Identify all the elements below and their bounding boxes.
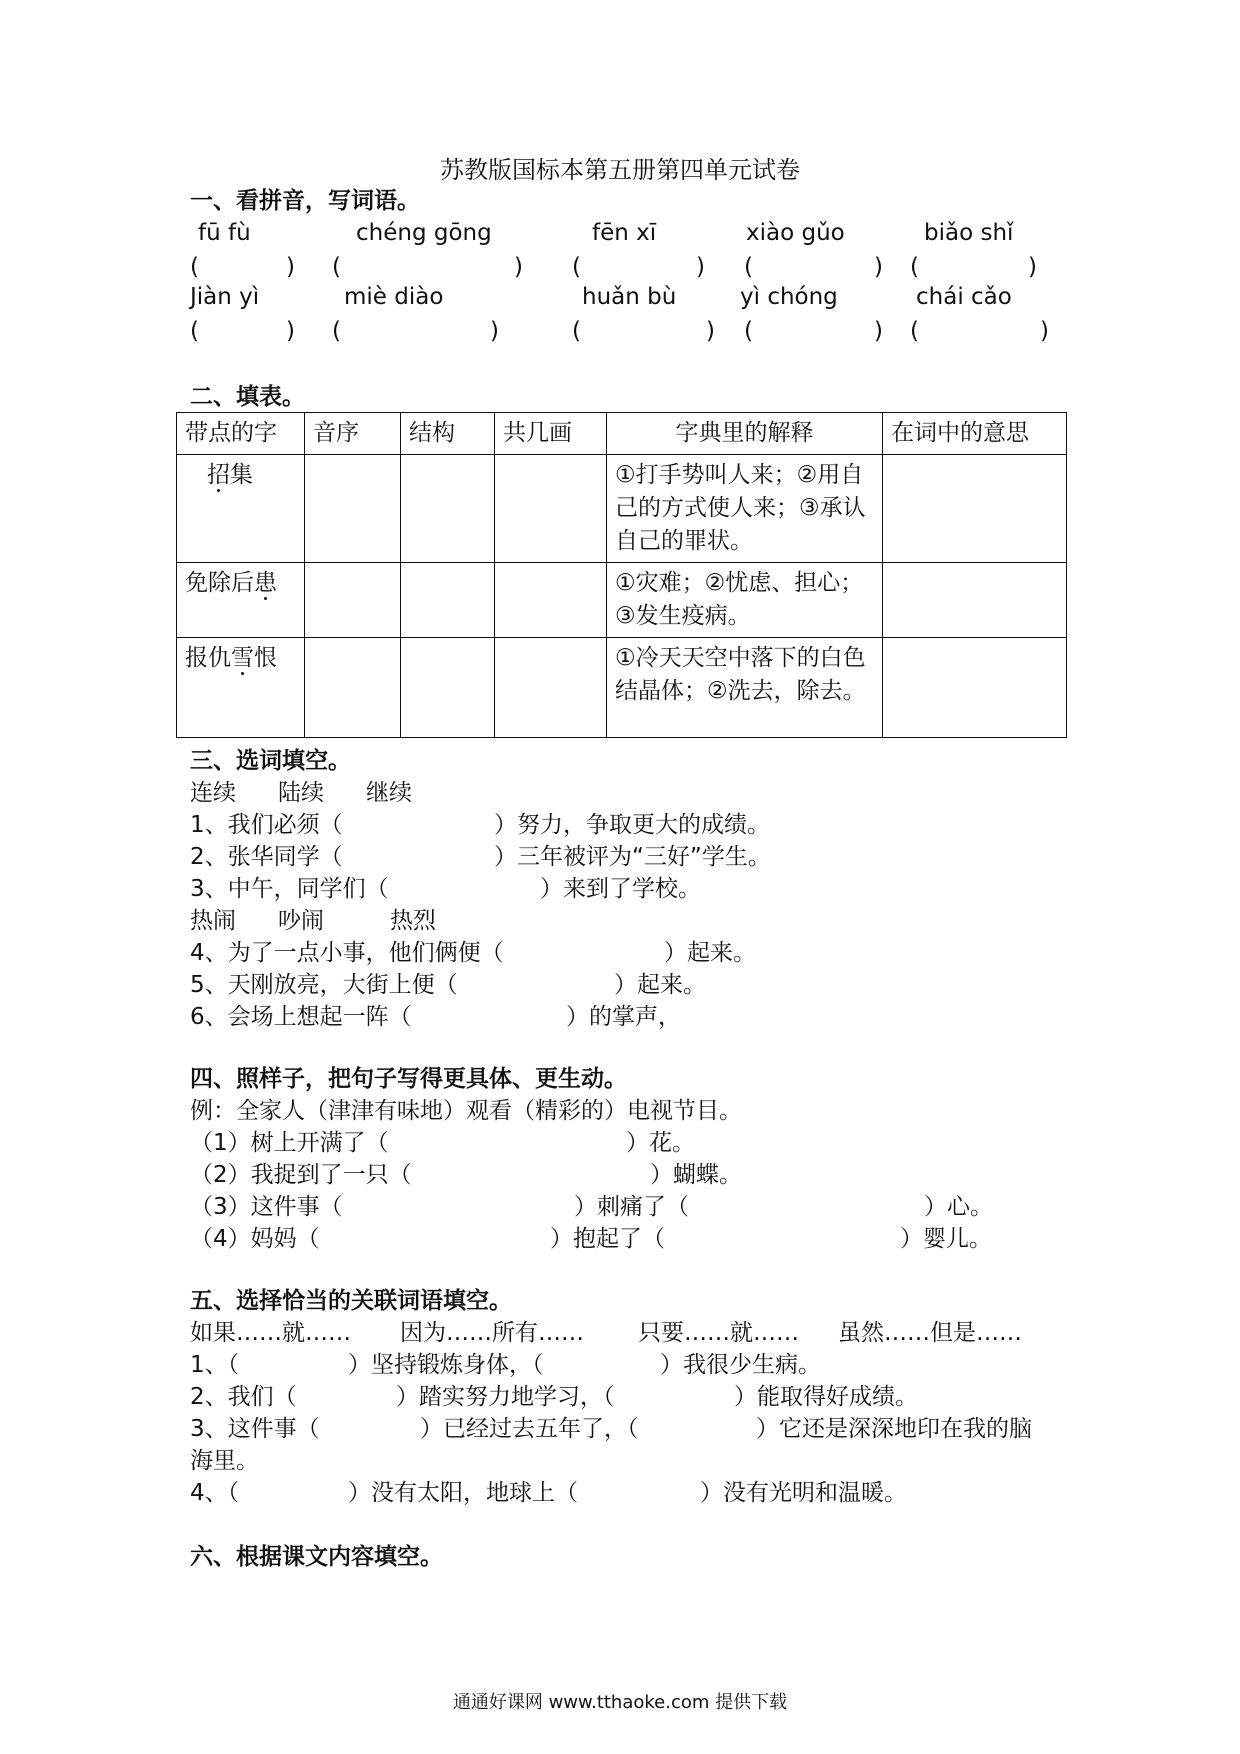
sentence-part: 5、天刚放亮，大街上便（ [190,972,458,998]
sentence-part: ）踏实努力地学习，（ [396,1384,615,1410]
sentence-part: 4、为了一点小事，他们俩便（ [190,940,504,966]
answer-paren-close: ) [874,318,883,344]
pinyin-5: biǎo shǐ [924,220,1014,246]
sentence-part: ）没有光明和温暖。 [700,1480,907,1506]
conjunction-choice: 虽然……但是…… [838,1320,1022,1346]
section-6-heading: 六、根据课文内容填空。 [190,1544,443,1570]
answer-cell[interactable] [305,455,401,563]
word-choice: 热烈 [390,908,436,934]
example-sentence: 例：全家人（津津有味地）观看（精彩的）电视节目。 [190,1098,742,1124]
table-header: 字典里的解释 [607,413,883,455]
pinyin-1: fū fù [198,220,251,246]
table-header: 结构 [401,413,495,455]
sentence-part: （4）妈妈（ [190,1226,320,1252]
table-row [177,563,1067,638]
sentence-part: ）它还是深深地印在我的脑 [756,1416,1032,1442]
dotted-word-cell: 免除后患 [177,563,305,638]
sentence-part: ）没有太阳，地球上（ [348,1480,578,1506]
sentence-part: （1）树上开满了（ [190,1130,389,1156]
answer-paren-open: ( [744,254,753,280]
answer-cell[interactable] [883,638,1067,738]
sentence-part: 2、张华同学（ [190,844,343,870]
answer-cell[interactable] [495,638,607,738]
answer-cell[interactable] [305,638,401,738]
sentence-part: ）的掌声， [566,1004,681,1030]
answer-paren-close: ) [1028,254,1037,280]
conjunction-choice: 只要……就…… [638,1320,799,1346]
sentence-part: ）心。 [924,1194,993,1220]
table-row [177,638,1067,738]
sentence-part: ）三年被评为“三好”学生。 [494,844,771,870]
section-3-heading: 三、选词填空。 [190,748,351,774]
conjunction-choice: 如果……就…… [190,1320,351,1346]
sentence-part: 4、（ [190,1480,240,1506]
pinyin-6: Jiàn yì [190,284,260,310]
section-4-heading: 四、照样子，把句子写得更具体、更生动。 [190,1066,627,1092]
pinyin-9: yì chóng [740,284,838,310]
pinyin-8: huǎn bù [582,284,677,310]
word-choice: 陆续 [278,780,324,806]
table-header-row [177,413,1067,455]
dotted-character: 患 [254,570,277,596]
answer-cell[interactable] [495,455,607,563]
table-header: 共几画 [495,413,607,455]
table-header: 在词中的意思 [883,413,1067,455]
pinyin-4: xiào gǔo [746,220,845,246]
sentence-part: 1、我们必须（ [190,812,343,838]
pinyin-2: chéng gōng [356,220,492,246]
answer-paren-close: ) [514,254,523,280]
answer-paren-open: ( [190,318,199,344]
sentence-part: ）来到了学校。 [540,876,701,902]
answer-cell[interactable] [883,455,1067,563]
sentence-part: ）已经过去五年了，（ [420,1416,639,1442]
dotted-word-cell: 招集 [177,455,305,563]
sentence-part: ）坚持锻炼身体，（ [348,1352,544,1378]
conjunction-choice: 因为……所有…… [400,1320,584,1346]
pinyin-7: miè diào [344,284,444,310]
table-header: 带点的字 [177,413,305,455]
table-row [177,455,1067,563]
answer-paren-open: ( [572,318,581,344]
dotted-character: 雪 [231,645,254,671]
pinyin-10: chái cǎo [916,284,1012,310]
answer-paren-close: ) [286,254,295,280]
answer-paren-close: ) [696,254,705,280]
answer-cell[interactable] [495,563,607,638]
answer-cell[interactable] [883,563,1067,638]
answer-paren-open: ( [910,254,919,280]
word-choice: 继续 [366,780,412,806]
sentence-part: ）我很少生病。 [660,1352,821,1378]
sentence-part: ）婴儿。 [900,1226,992,1252]
answer-paren-open: ( [190,254,199,280]
sentence-part: 6、会场上想起一阵（ [190,1004,412,1030]
sentence-part: ）起来。 [664,940,756,966]
answer-paren-close: ) [286,318,295,344]
answer-paren-close: ) [1040,318,1049,344]
footer-source: 通通好课网 www.tthaoke.com 提供下载 [452,1692,788,1713]
answer-paren-open: ( [332,254,341,280]
sentence-part: ）努力，争取更大的成绩。 [494,812,770,838]
dotted-word-cell: 报仇雪恨 [177,638,305,738]
sentence-part: 海里。 [190,1448,259,1474]
table-header: 音序 [305,413,401,455]
answer-paren-close: ) [706,318,715,344]
answer-cell[interactable] [401,563,495,638]
fill-table [176,412,1067,738]
dictionary-meaning: ①灾难；②忧虑、担心；③发生疫病。 [607,563,883,638]
word-choice: 吵闹 [278,908,324,934]
dotted-character: 招 [207,462,230,488]
answer-paren-open: ( [910,318,919,344]
sentence-part: 2、我们（ [190,1384,297,1410]
section-2-heading: 二、填表。 [190,384,305,410]
word-choice: 热闹 [190,908,236,934]
sentence-part: ）抱起了（ [550,1226,665,1252]
sentence-part: 3、中午，同学们（ [190,876,389,902]
sentence-part: （2）我捉到了一只（ [190,1162,412,1188]
sentence-part: ）蝴蝶。 [650,1162,742,1188]
word-choice: 连续 [190,780,236,806]
sentence-part: 3、这件事（ [190,1416,320,1442]
pinyin-3: fēn xī [592,220,657,246]
answer-paren-open: ( [332,318,341,344]
section-5-heading: 五、选择恰当的关联词语填空。 [190,1288,512,1314]
answer-paren-open: ( [572,254,581,280]
answer-paren-open: ( [744,318,753,344]
answer-paren-close: ) [490,318,499,344]
section-1-heading: 一、看拼音，写词语。 [190,188,420,214]
answer-cell[interactable] [401,638,495,738]
sentence-part: ）花。 [626,1130,695,1156]
answer-paren-close: ) [874,254,883,280]
sentence-part: ）能取得好成绩。 [734,1384,918,1410]
sentence-part: ）刺痛了（ [574,1194,689,1220]
sentence-part: 1、（ [190,1352,240,1378]
sentence-part: （3）这件事（ [190,1194,343,1220]
page-title: 苏教版国标本第五册第四单元试卷 [440,156,800,184]
answer-cell[interactable] [305,563,401,638]
dictionary-meaning: ①冷天天空中落下的白色结晶体；②洗去，除去。 [607,638,883,738]
answer-cell[interactable] [401,455,495,563]
dictionary-meaning: ①打手势叫人来；②用自己的方式使人来；③承认自己的罪状。 [607,455,883,563]
sentence-part: ）起来。 [614,972,706,998]
